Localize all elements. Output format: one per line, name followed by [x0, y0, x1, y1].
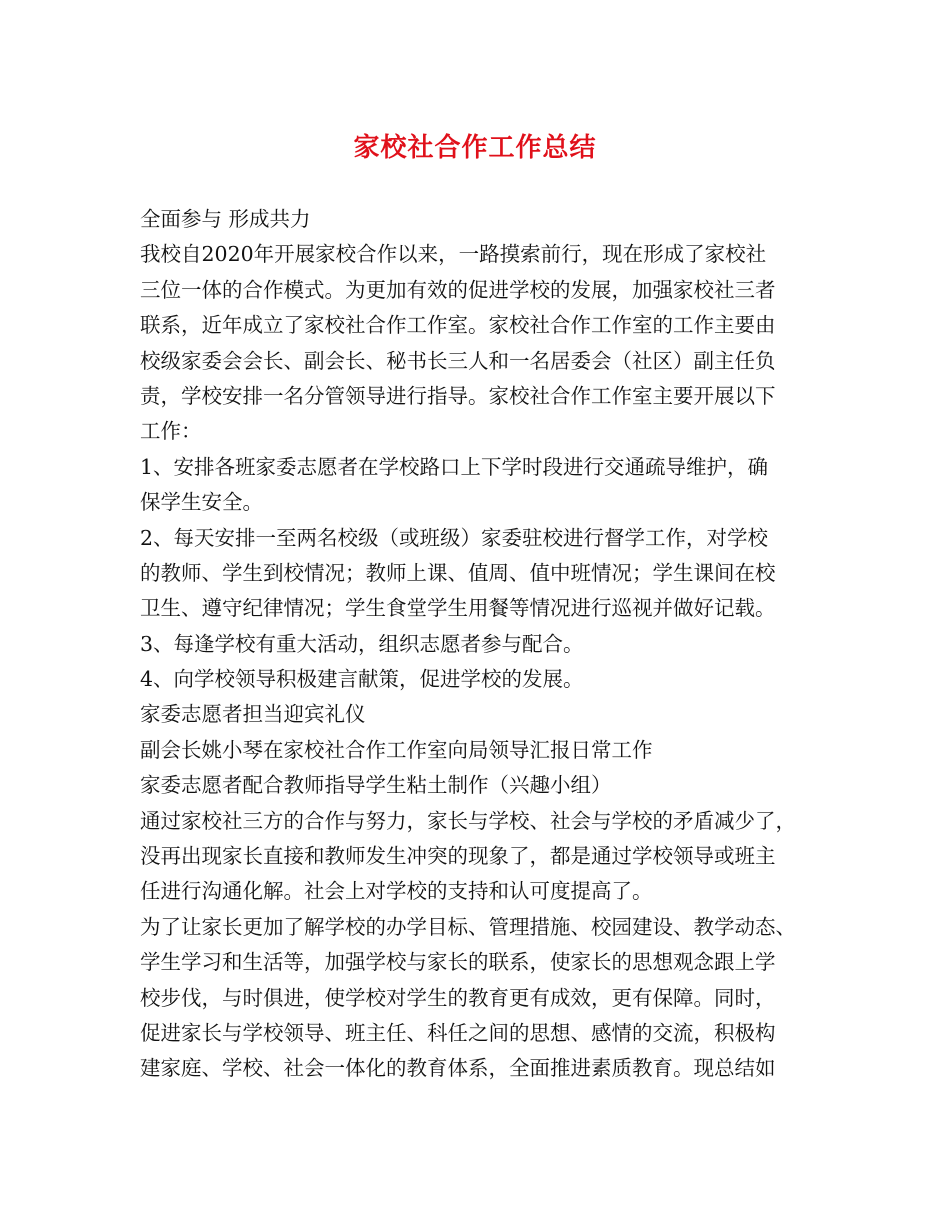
paragraph-line: 建家庭、学校、社会一体化的教育体系，全面推进素质教育。现总结如	[140, 1056, 776, 1081]
list-item-line: 3、每逢学校有重大活动，组织志愿者参与配合。	[140, 631, 584, 656]
paragraph-line: 学生学习和生活等，加强学校与家长的联系，使家长的思想观念跟上学	[140, 950, 776, 975]
caption-line: 家委志愿者配合教师指导学生粘土制作（兴趣小组）	[140, 773, 612, 798]
paragraph-line: 校级家委会会长、副会长、秘书长三人和一名居委会（社区）副主任负	[140, 348, 776, 373]
caption-line: 副会长姚小琴在家校社合作工作室向局领导汇报日常工作	[140, 737, 653, 762]
list-item-line: 4、向学校领导积极建言献策，促进学校的发展。	[140, 667, 584, 692]
list-item-line: 的教师、学生到校情况；教师上课、值周、值中班情况；学生课间在校	[140, 560, 776, 585]
paragraph-line: 通过家校社三方的合作与努力，家长与学校、社会与学校的矛盾减少了，	[140, 808, 796, 833]
paragraph-line: 三位一体的合作模式。为更加有效的促进学校的发展，加强家校社三者	[140, 277, 776, 302]
list-item-line: 2、每天安排一至两名校级（或班级）家委驻校进行督学工作，对学校	[140, 525, 769, 550]
paragraph-line: 没再出现家长直接和教师发生冲突的现象了，都是通过学校领导或班主	[140, 844, 776, 869]
caption-line: 家委志愿者担当迎宾礼仪	[140, 702, 366, 727]
paragraph-line: 为了让家长更加了解学校的办学目标、管理措施、校园建设、教学动态、	[140, 914, 796, 939]
list-item-line: 保学生安全。	[140, 490, 263, 515]
document-body	[140, 202, 830, 1087]
paragraph-line: 校步伐，与时俱进，使学校对学生的教育更有成效，更有保障。同时，	[140, 985, 776, 1010]
paragraph-line: 联系，近年成立了家校社合作工作室。家校社合作工作室的工作主要由	[140, 313, 776, 338]
section-heading: 全面参与 形成共力	[140, 207, 311, 231]
paragraph-line: 责，学校安排一名分管领导进行指导。家校社合作工作室主要开展以下	[140, 383, 776, 408]
paragraph-line: 工作：	[140, 419, 202, 444]
list-item-line: 1、安排各班家委志愿者在学校路口上下学时段进行交通疏导维护，确	[140, 454, 769, 479]
paragraph-line: 我校自2020年开展家校合作以来，一路摸索前行，现在形成了家校社	[140, 242, 767, 267]
paragraph-line: 任进行沟通化解。社会上对学校的支持和认可度提高了。	[140, 879, 653, 904]
paragraph-line: 促进家长与学校领导、班主任、科任之间的思想、感情的交流，积极构	[140, 1020, 776, 1045]
list-item-line: 卫生、遵守纪律情况；学生食堂学生用餐等情况进行巡视并做好记载。	[140, 596, 776, 621]
document-title: 家校社合作工作总结	[353, 133, 597, 163]
